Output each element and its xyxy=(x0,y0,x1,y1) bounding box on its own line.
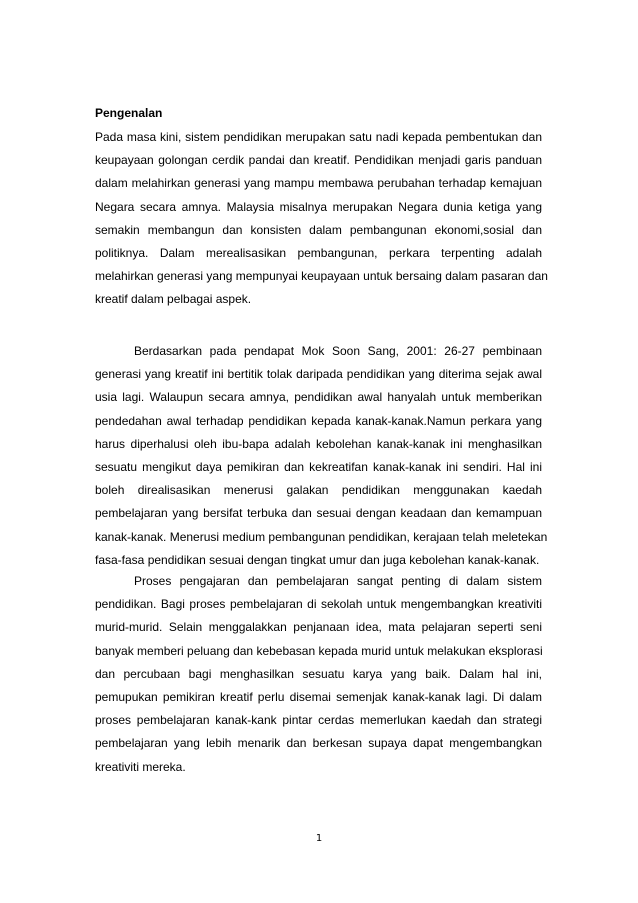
paragraph-line: banyak memberi peluang dan kebebasan kepada murid untuk melakukan eksplorasi xyxy=(95,643,543,658)
paragraph-line: pembelajaran yang lebih menarik dan berkesan supaya dapat mengembangkan xyxy=(95,736,542,751)
paragraph-line: fasa-fasa pendidikan sesuai dengan tingkat umur dan juga kebolehan kanak-kanak. xyxy=(95,552,540,567)
paragraph-line: kreativiti mereka. xyxy=(95,759,186,774)
paragraph-line: Negara secara amnya. Malaysia misalnya merupakan Negara dunia ketiga yang xyxy=(95,199,542,214)
paragraph-line: pendedahan awal terhadap pendidikan kepada kanak-kanak.Namun perkara yang xyxy=(95,413,542,428)
paragraph-line: keupayaan golongan cerdik pandai dan kreatif. Pendidikan menjadi garis panduan xyxy=(95,153,542,168)
paragraph-line: pembelajaran yang bersifat terbuka dan sesuai dengan keadaan dan kemampuan xyxy=(95,506,542,521)
paragraph-line: kanak-kanak. Menerusi medium pembangunan pendidikan, kerajaan telah meletekan xyxy=(95,529,548,544)
paragraph-line: generasi yang kreatif ini bertitik tolak daripada pendidikan yang diterima sejak awal xyxy=(95,367,542,382)
paragraph-line: kreatif dalam pelbagai aspek. xyxy=(95,292,252,307)
paragraph-line: boleh direalisasikan menerusi galakan pendidikan menggunakan kaedah xyxy=(95,483,542,498)
paragraph-line: Berdasarkan pada pendapat Mok Soon Sang, 2001: 26-27 pembinaan xyxy=(134,344,542,358)
paragraph-line: Pada masa kini, sistem pendidikan merupakan satu nadi kepada pembentukan dan xyxy=(95,130,542,144)
paragraph-line: murid-murid. Selain menggalakkan penjanaan idea, mata pelajaran seperti seni xyxy=(95,620,542,635)
page-number: 1 xyxy=(315,833,323,844)
paragraph-introduction xyxy=(95,126,548,312)
paragraph-line: dan percubaan bagi menghasilkan sesuatu karya yang baik. Dalam hal ini, xyxy=(95,666,542,681)
section-heading: Pengenalan xyxy=(95,106,163,120)
paragraph-line: harus diperhalusi oleh ibu-bapa adalah kebolehan kanak-kanak ini menghasilkan xyxy=(95,436,542,451)
paragraph-line: politiknya. Dalam merealisasikan pembangunan, perkara terpenting adalah xyxy=(95,245,542,260)
paragraph-line: proses pembelajaran kanak-kank pintar cerdas memerlukan kaedah dan strategi xyxy=(95,713,542,728)
paragraph-line: pemupukan pemikiran kreatif perlu disemai semenjak kanak-kanak lagi. Di dalam xyxy=(95,689,542,704)
paragraph-teaching-process xyxy=(95,570,542,779)
paragraph-line: sesuatu mengikut daya pemikiran dan kekreatifan kanak-kanak ini sendiri. Hal ini xyxy=(95,459,542,474)
paragraph-line: dalam melahirkan generasi yang mampu membawa perubahan terhadap kemajuan xyxy=(95,176,542,191)
paragraph-line: usia lagi. Walaupun secara amnya, pendidikan awal hanyalah untuk memberikan xyxy=(95,390,542,405)
paragraph-mok-soon-sang xyxy=(95,340,548,572)
paragraph-line: melahirkan generasi yang mempunyai keupayaan untuk bersaing dalam pasaran dan xyxy=(95,269,548,284)
paragraph-line: pendidikan. Bagi proses pembelajaran di sekolah untuk mengembangkan kreativiti xyxy=(95,597,542,612)
paragraph-line: semakin membangun dan konsisten dalam pembangunan ekonomi,sosial dan xyxy=(95,222,542,237)
paragraph-line: Proses pengajaran dan pembelajaran sangat penting di dalam sistem xyxy=(134,574,542,588)
